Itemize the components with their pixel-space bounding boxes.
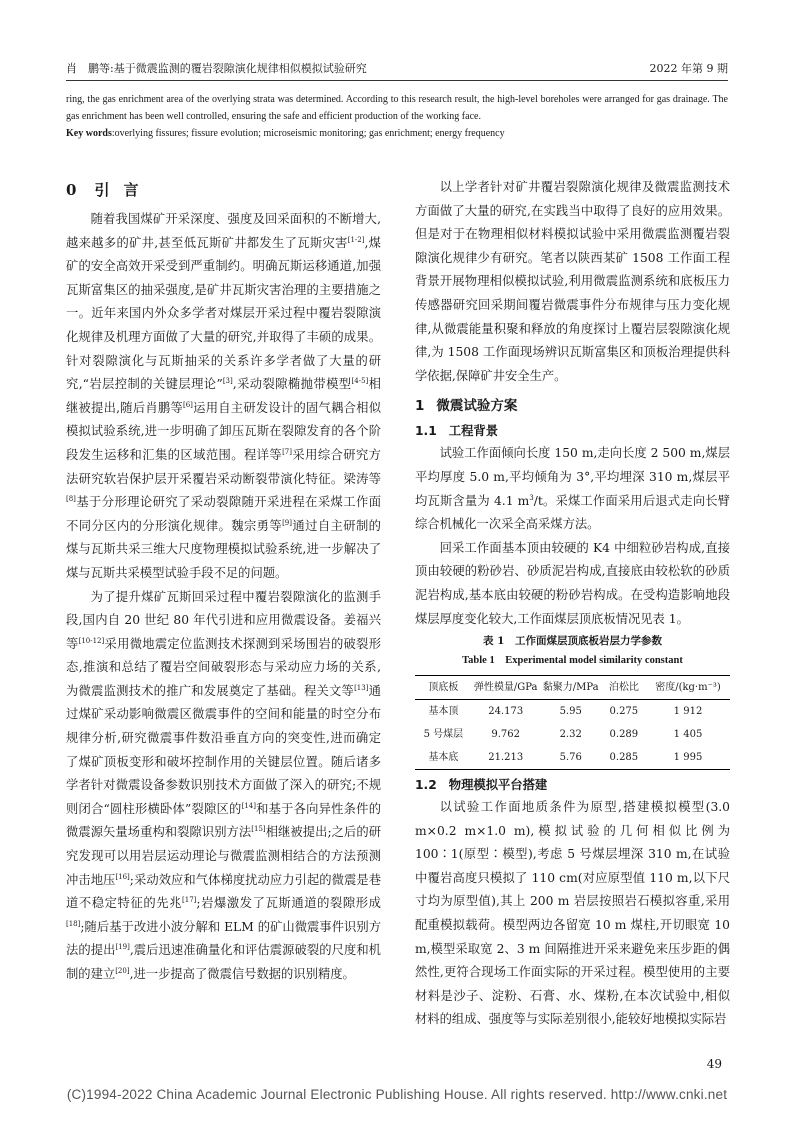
table-header-cell: 弹性模量/GPa [472,676,540,700]
model-paragraph: 以试验工作面地质条件为原型,搭建模拟模型(3.0 m×0.2 m×1.0 m),模拟试验的几何相似比例为 100∶1(原型∶模型),考虑 5 号煤层埋深 310 m,在试验中覆岩高度只模拟了 110 cm(对应原型值 110 m,以下尺寸均为原型值),其上 200 m 岩层按照岩石模拟容重,采用配重模拟载荷。模型两边各留宽 10 m 煤柱,开切眼宽 10 m,模型采取宽 2、3 m 间隔推进开采来避免来压步距的偶然性,更符合现场工作面实际的开采过程。模型使用的主要材料是沙子、淀粉、石膏、水、煤粉,在本次试验中,相似材料的组成、强度等与实际差别很小,能较好地模拟实际岩 [415,800,730,1027]
text-run: 为了提升煤矿瓦斯回采过程中覆岩裂隙演化的监测手段,国内自 20 世纪 80 年代引进和应用微震设备。姜福兴等 [66,589,381,651]
running-header [66,54,728,76]
citation-ref: [19] [115,943,130,952]
header-issue: 2022 年第 9 期 [649,62,728,75]
subsection-1-1-heading [415,420,730,442]
citation-ref: [8] [66,495,76,504]
table-cell: 0.275 [609,706,639,718]
text-run: ,震后迅速准确量化和评估震源破裂的尺度和机制的建立 [66,943,381,981]
keywords-text: :overlying fissures; fissure evolution; microseismic monitoring; gas enrichment; energy frequency [111,128,505,139]
table-header-cell: 密度/(kg·m⁻³) [646,676,730,700]
table-cell: 1 405 [673,729,703,741]
citation-ref: [15] [251,825,266,834]
background-paragraph-1 [415,442,730,536]
table-cell: 1 912 [673,706,703,718]
text-run: 试验工作面倾向长度 150 m,走向长度 2 500 m,煤层平均厚度 5.0 m,平均倾角为 3°,平均埋深 310 m,煤层平均瓦斯含量为 4.1 m [415,446,730,508]
table-header-cell: 泊松比 [602,676,646,700]
table-cell: 2.32 [559,729,582,741]
keywords-label: Key words [66,128,112,139]
citation-ref: [20] [115,966,130,975]
keywords [66,125,728,142]
table-cell: 5.95 [559,706,582,718]
section-1-heading [415,394,730,418]
text-run: 相继被提出;之后的研究发现可以用岩层运动理论与微震监测相结合的方法预测冲击地压 [66,825,381,887]
section-title: 微震试验方案 [436,398,518,415]
subsection-1-2-heading [415,774,730,796]
page-number: 49 [706,1057,722,1071]
superscript: 3 [529,493,534,502]
citation-ref: [10-12] [78,636,105,645]
section-0-heading [66,176,381,204]
text-run: ,采动裂隙椭抛带模型 [232,377,352,392]
text-run: ;采动效应和气体梯度扰动应力引起的微震是巷道不稳定特征的先兆 [66,872,381,911]
citation-ref: [17] [182,896,197,905]
table-cell: 5.76 [559,752,582,764]
citation-ref: [4-5] [351,377,369,386]
table-cell: 5 号煤层 [423,729,464,741]
subsection-title: 物理模拟平台搭建 [448,778,548,793]
citation-ref: [16] [115,872,130,881]
text-run: ;岩爆激发了瓦斯通道的裂隙形成 [196,896,381,911]
text-run: 采用微地震定位监测技术探测到采场围岩的破裂形态,推演和总结了覆岩空间破裂形态与采动应力场的关系,为微震监测技术的推广和发展奠定了基础。程关文等 [66,636,381,698]
text-run: 通过煤矿采动影响微震区微震事件的空间和能量的时空分布规律分析,研究微震事件数沿垂直方向的突变性,进而确定了煤矿顶板变形和破坏控制作用的关键层位置。随后诸多学者针对微震设备参数识别技术方面做了深入的研究;不规则闭合“圆柱形横卧体”裂隙区的 [66,683,381,816]
text-run: 和基于各向异性条件的微震源矢量场重构和裂隙识别方法 [66,801,381,840]
header-article-title: 肖 鹏等:基于微震监测的覆岩裂隙演化规律相似模拟试验研究 [66,62,367,75]
subsection-number: 1.1 [415,424,437,439]
table-cell: 0.289 [609,729,639,741]
citation-ref: [6] [183,400,193,409]
abstract-tail [66,91,728,142]
text-run: 采用综合研究方法研究软岩保护层开采覆岩采动断裂带演化特征。梁涛等 [66,447,381,486]
text-run: 运用自主研发设计的固气耦合相似模拟试验系统,进一步明确了卸压瓦斯在裂隙发育的各个阶段发生运移和汇集的区域范围。程详等 [66,400,381,462]
citation-ref: [14] [241,801,256,810]
table-cell: 1 995 [673,752,703,764]
table-1-caption-cn: 表 1 工作面煤层顶底板岩层力学参数 [483,635,662,648]
intro-paragraph-3: 以上学者针对矿井覆岩裂隙演化规律及微震监测技术方面做了大量的研究,在实践当中取得了良好的应用效果。但是对于在物理相似材料模拟试验中采用微震监测覆岩裂隙演化规律少有研究。笔者以陕西某矿 1508 工作面工程背景开展物理相似模拟试验,利用微震监测系统和底板压力传感器研究回采期间覆岩微震事件分布规律与压力变化规律,从微震能量积聚和释放的角度探讨上覆岩层裂隙演化规律,为 1508 工作面现场辨识瓦斯富集区和顶板治理提供科学依据,保障矿井安全生产。 [415,180,730,383]
table-1 [415,675,730,770]
section-number: 0 [66,181,77,199]
text-run: 相继被提出,随后肖鹏等 [66,377,381,415]
subsection-title: 工程背景 [448,424,498,439]
citation-ref: [1-2] [347,235,365,244]
section-title: 引言 [94,181,153,199]
table-row [415,746,730,770]
text-run: 通过自主研制的煤与瓦斯共采三维大尺度物理模拟试验系统,进一步解决了煤与瓦斯共采模型试验手段不足的问题。 [66,518,381,580]
citation-ref: [9] [282,518,292,527]
abstract-text: ring, the gas enrichment area of the overlying strata was determined. According to this research result, the high-level boreholes were arranged for gas drainage. The gas enrichment has been well controlled, ensuring the safe and efficient production of the working face. [66,94,728,122]
table-cell: 基本底 [428,752,459,764]
text-run: ,进一步提高了微震信号数据的识别精度。 [129,967,355,981]
citation-ref: [3] [222,377,233,386]
table-cell: 21.213 [488,752,524,764]
left-column [66,176,381,987]
intro-paragraph-1 [66,208,381,586]
table-cell: 0.285 [609,752,639,764]
copyright-footer: (C)1994-2022 China Academic Journal Electronic Publishing House. All rights reserved. http://www.cnki.net [66,1087,728,1102]
table-header-cell: 黏聚力/MPa [540,676,602,700]
header-rule [66,80,728,81]
table-1-caption-en: Table 1 Experimental model similarity constant [462,655,683,667]
background-paragraph-2: 回采工作面基本顶由较硬的 K4 中细粒砂岩构成,直接顶由较硬的粉砂岩、砂质泥岩构成,直接底由较松软的砂质泥岩构成,基本底由较硬的粉砂岩构成。在受构造影响地段煤层厚度变化较大,工作面煤层顶底板情况见表 1。 [415,540,730,626]
table-row [415,723,730,746]
section-number: 1 [415,398,425,415]
citation-ref: [7] [282,447,292,456]
table-cell: 24.173 [488,706,524,718]
table-header-row [415,676,730,700]
table-cell: 9.762 [491,729,521,741]
citation-ref: [18] [66,919,81,928]
text-run: /t。采煤工作面采用后退式走向长臂综合机械化一次采全高采煤方法。 [415,493,730,532]
text-run: ;随后基于改进小波分解和 ELM 的矿山微震事件识别方法的提出 [66,919,381,958]
text-run: ,煤矿的安全高效开采受到严重制约。明确瓦斯运移通道,加强瓦斯富集区的抽采强度,是矿井瓦斯灾害治理的主要措施之一。近年来国内外众多学者对煤层开采过程中覆岩裂隙演化规律及机理方面做了大量的研究,并取得了丰硕的成果。针对裂隙演化与瓦斯抽采的关系许多学者做了大量的研究,“岩层控制的关键层理论” [66,235,381,392]
subsection-number: 1.2 [415,778,437,793]
table-header-cell: 顶底板 [415,676,472,700]
intro-paragraph-2 [66,586,381,987]
text-run: 基于分形理论研究了采动裂隙随开采进程在采煤工作面不同分区内的分形演化规律。魏宗勇等 [66,495,381,533]
table-cell: 基本顶 [428,706,459,718]
table-row [415,700,730,724]
text-run: 随着我国煤矿开采深度、强度及回采面积的不断增大,越来越多的矿井,甚至低瓦斯矿井都发生了瓦斯灾害 [66,212,381,250]
right-column [415,176,730,1032]
citation-ref: [13] [354,683,369,692]
